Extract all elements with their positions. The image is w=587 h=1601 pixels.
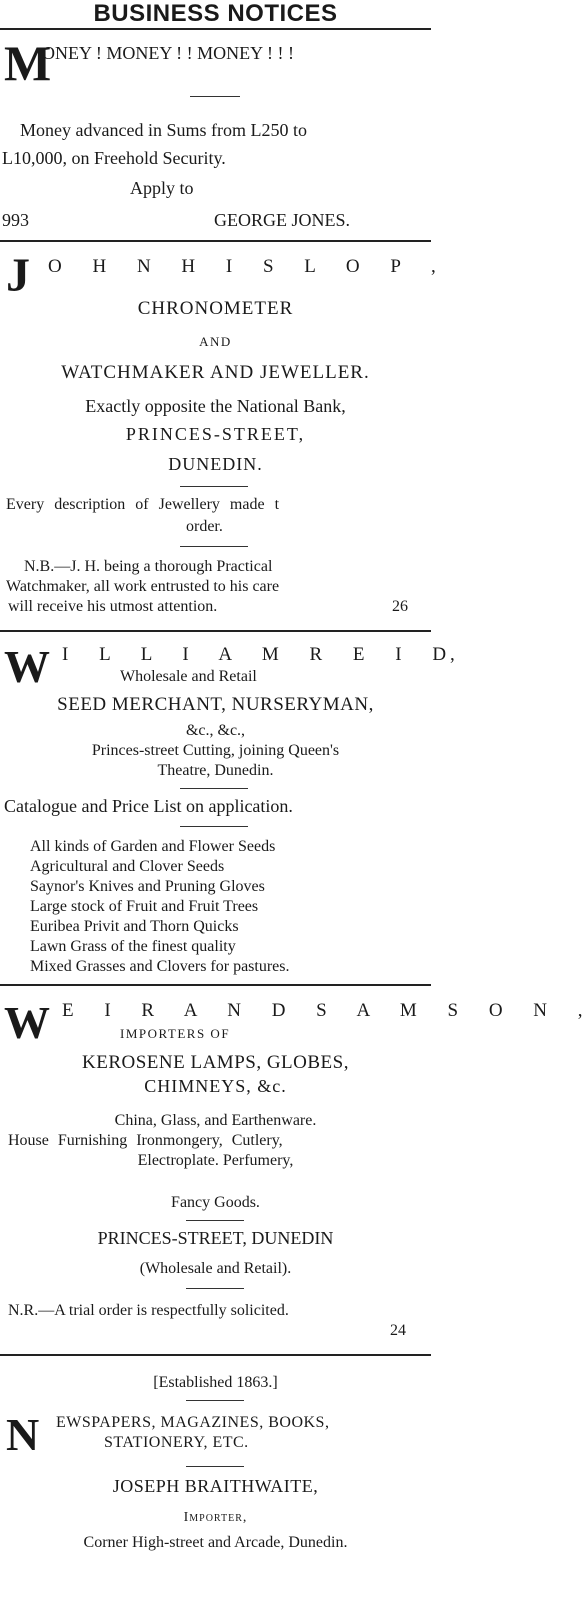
ad-text: Fancy Goods. [171,1194,260,1211]
list-item: Euribea Privit and Thorn Quicks [30,918,239,935]
drop-cap: M [4,35,52,91]
ad-text: Importer, [183,1510,248,1525]
ad-separator [0,984,431,986]
divider [186,1220,244,1221]
ad-text: Princes-street Cutting, joining Queen's [91,742,340,759]
ad-text: AND [199,334,232,349]
divider [186,1400,244,1401]
ad-text: House Furnishing Ironmongery, Cutlery, [8,1132,283,1149]
ad-text: SEED MERCHANT, NURSERYMAN, [57,694,374,715]
drop-cap: N [6,1409,40,1460]
ad-text: CHRONOMETER [137,298,294,319]
ad-text: Corner High-street and Arcade, Dunedin. [83,1534,348,1551]
ad-text: Money advanced in Sums from L250 to [20,120,307,140]
list-item: Mixed Grasses and Clovers for pastures. [30,958,290,975]
advertiser-name: I L L I A M R E I D, [62,644,459,665]
ad-text: Electroplate. Perfumery, [137,1152,294,1169]
ad-text: Every description of Jewellery made t [6,496,280,513]
ad-separator [0,240,431,242]
advertiser-name: E I R A N D S A M S O N , [62,1000,587,1021]
ad-text: Apply to [130,178,194,198]
drop-cap: W [4,641,50,692]
ad-text: Watchmaker, all work entrusted to his care [6,578,280,595]
ad-text: EWSPAPERS, MAGAZINES, BOOKS, [56,1414,330,1431]
ad-advertiser: GEORGE JONES. [214,210,351,230]
list-item: Agricultural and Clover Seeds [30,858,225,875]
advertiser-name: JOSEPH BRAITHWAITE, [112,1476,319,1496]
ad-text: Catalogue and Price List on application. [4,796,293,816]
ad-text: Wholesale and Retail [120,668,257,685]
ad-text: will receive his utmost attention. [8,598,218,615]
ad-text: IMPORTERS OF [120,1026,231,1041]
ad-reference: 26 [392,598,408,615]
advertiser-name: O H N H I S L O P , [48,256,440,277]
ad-headline: ONEY ! MONEY ! ! MONEY ! ! ! [42,43,294,63]
ad-text: CHIMNEYS, &c. [144,1076,287,1096]
divider [180,546,248,547]
list-item: Saynor's Knives and Pruning Gloves [30,878,265,895]
ad-reference: 993 [2,210,29,230]
ad-text: DUNEDIN. [168,454,263,474]
divider [180,486,248,487]
ad-text: &c., &c., [185,722,246,739]
section-header: BUSINESS NOTICES [93,0,338,27]
divider [186,1466,244,1467]
divider [180,826,248,827]
ad-text: China, Glass, and Earthenware. [114,1112,317,1129]
ad-text: N.R.—A trial order is respectfully solicited. [8,1302,289,1319]
list-item: Large stock of Fruit and Fruit Trees [30,898,259,915]
header-rule [0,28,431,30]
divider [186,1288,244,1289]
ad-text: [Established 1863.] [153,1374,278,1391]
divider [180,788,248,789]
divider [190,96,240,97]
ad-text: order. [186,518,223,535]
ad-reference: 24 [390,1322,406,1339]
ad-text: N.B.—J. H. being a thorough Practical [24,558,273,575]
list-item: All kinds of Garden and Flower Seeds [30,838,276,855]
ad-text: KEROSENE LAMPS, GLOBES, [82,1052,349,1073]
list-item: Lawn Grass of the finest quality [30,938,236,955]
ad-text: (Wholesale and Retail). [139,1260,292,1277]
drop-cap: W [4,997,50,1048]
ad-text: PRINCES-STREET, [125,424,306,444]
ad-separator [0,630,431,632]
ad-text: STATIONERY, ETC. [104,1434,249,1451]
ad-text: PRINCES-STREET, DUNEDIN [97,1228,334,1248]
ad-text: Theatre, Dunedin. [157,762,274,779]
ad-separator [0,1354,431,1356]
ad-text: L10,000, on Freehold Security. [2,148,226,168]
ad-text: WATCHMAKER AND JEWELLER. [61,362,370,383]
ad-text: Exactly opposite the National Bank, [85,396,346,416]
drop-cap: J [6,249,30,302]
